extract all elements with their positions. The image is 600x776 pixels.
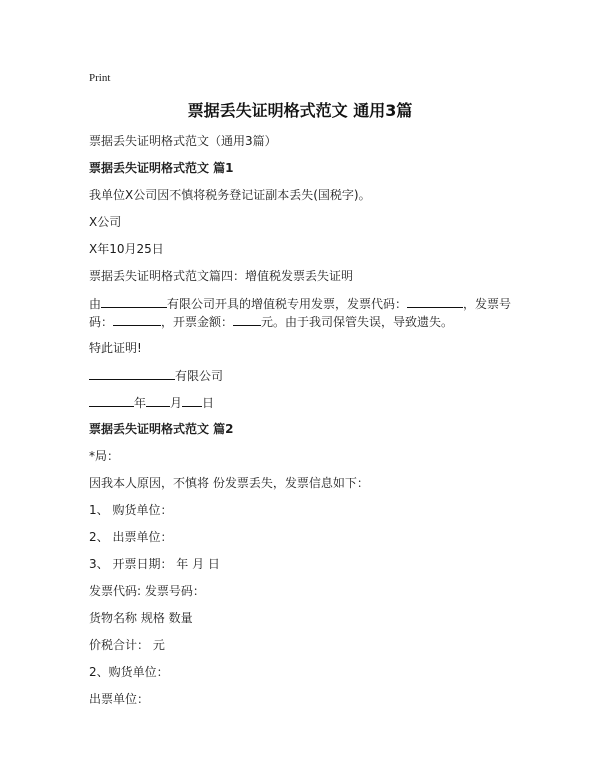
blank-field [233,313,261,326]
greeting: *局： [89,449,120,463]
blank-field [89,394,134,407]
list-item: 2、 出票单位： [89,530,173,544]
print-label: Print [89,72,111,84]
list-item: 1、 购货单位： [89,503,173,517]
text-code: 码： [89,315,114,329]
section2-heading: 票据丢失证明格式范文 篇2 [89,422,234,436]
text-company-issued: 有限公司开具的增值税专用发票，发票代码： [167,297,408,311]
page-title: 票据丢失证明格式范文 通用3篇 [187,101,413,120]
special-proof: 特此证明! [89,341,142,355]
company-line: X公司 [89,215,122,229]
blank-field [101,295,167,308]
section1-paragraph: 我单位X公司因不慎将税务登记证副本丢失(国税字)。 [89,188,371,202]
list-item: 2、购货单位： [89,665,169,679]
total-line: 价税合计： 元 [89,638,165,652]
signature-company-line [89,367,223,384]
section1-heading: 票据丢失证明格式范文 篇1 [89,161,234,175]
invoice-codes-line: 发票代码: 发票号码： [89,584,205,598]
blank-field [146,394,170,407]
text-you: 由 [89,297,102,311]
date-line: X年10月25日 [89,242,164,256]
blank-field [89,367,175,380]
subtitle: 票据丢失证明格式范文（通用3篇） [89,134,277,148]
text-month: 月 [170,396,183,410]
invoice-detail-line-2 [89,313,453,330]
issuer-line: 出票单位： [89,692,150,706]
text-lost-reason: 元。由于我司保管失误，导致遗失。 [261,315,454,329]
signature-date-line [89,394,214,411]
text-ltd-company: 有限公司 [175,369,224,383]
blank-field [407,295,463,308]
text-year: 年 [134,396,147,410]
list-item: 3、 开票日期： 年 月 日 [89,557,220,571]
section2-paragraph: 因我本人原因，不慎将 份发票丢失，发票信息如下： [89,476,369,490]
text-day: 日 [202,396,215,410]
goods-line: 货物名称 规格 数量 [89,611,193,625]
invoice-loss-intro: 票据丢失证明格式范文篇四：增值税发票丢失证明 [89,269,354,283]
text-amount: ，开票金额： [161,315,234,329]
invoice-detail-line-1 [89,295,511,312]
blank-field [113,313,161,326]
blank-field [182,394,202,407]
text-invoice-no: ，发票号 [463,297,512,311]
